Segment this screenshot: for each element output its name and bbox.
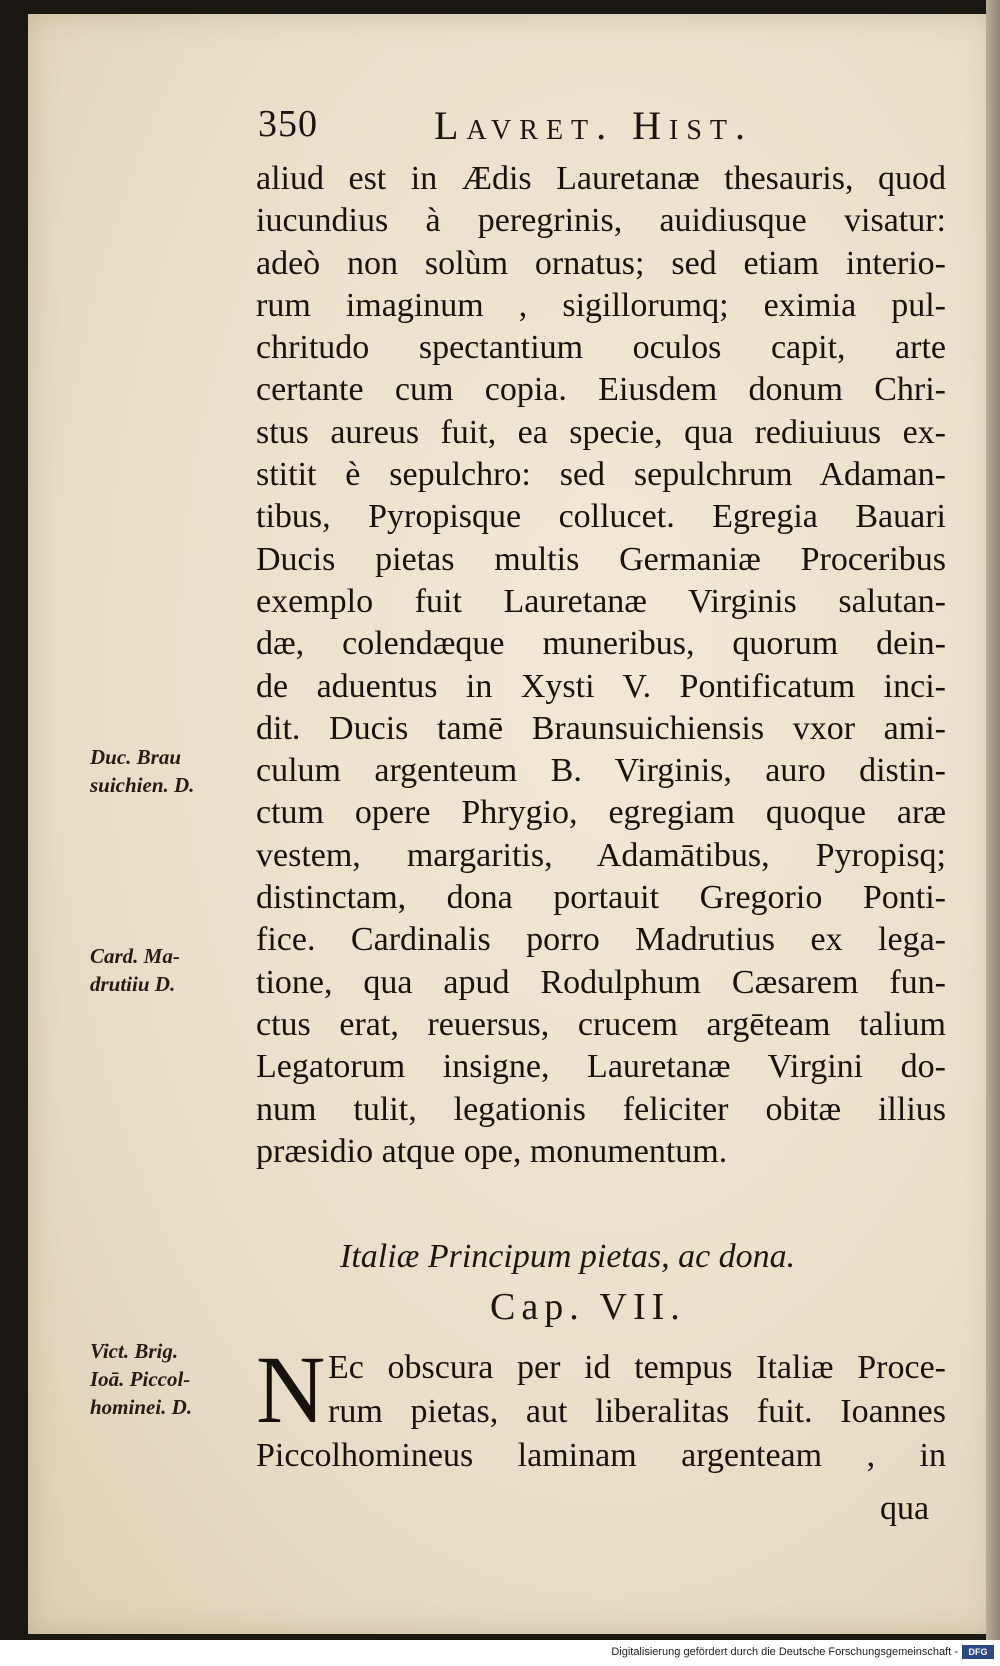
- body-text: [256, 158, 946, 1173]
- text-line: de aduentus in Xysti V. Pontificatum inci-: [256, 667, 946, 705]
- margin-note-madrutius: [90, 942, 250, 998]
- footer-bar: [0, 1640, 1000, 1666]
- catchword: qua: [880, 1490, 930, 1527]
- text-line: fice. Cardinalis porro Madrutius ex lega-: [256, 921, 946, 959]
- page-edge: [986, 0, 1000, 1640]
- margin-note-line: Duc. Brau: [90, 745, 182, 769]
- margin-note-line: Vict. Brig.: [90, 1339, 179, 1363]
- margin-note-line: Ioā. Piccol-: [90, 1367, 191, 1391]
- text-line: stus aureus fuit, ea specie, qua rediuiuus ex-: [256, 413, 946, 451]
- chapter-label: Cap. VII.: [490, 1286, 686, 1328]
- text-line: Legatorum insigne, Lauretanæ Virgini do-: [256, 1048, 946, 1086]
- text-line: Piccolhomineus laminam argenteam , in: [256, 1437, 946, 1474]
- drop-cap: N: [256, 1336, 326, 1443]
- margin-note-line: Card. Ma-: [90, 944, 180, 968]
- text-line: rum pietas, aut liberalitas fuit. Ioannes: [328, 1393, 946, 1430]
- text-line: aliud est in Ædis Lauretanæ thesauris, quod: [256, 160, 946, 197]
- text-line: dit. Ducis tamē Braunsuichiensis vxor ami-: [256, 709, 946, 747]
- text-line: stitit è sepulchro: sed sepulchrum Adaman-: [256, 456, 946, 494]
- text-line: chritudo spectantium oculos capit, arte: [256, 329, 946, 367]
- running-title: Lavret. Hist.: [434, 103, 754, 148]
- text-line: iucundius à peregrinis, auidiusque visatur:: [256, 202, 946, 240]
- margin-note-line: suichien. D.: [90, 773, 195, 797]
- text-line: certante cum copia. Eiusdem donum Chri-: [256, 371, 946, 409]
- text-line: num tulit, legationis feliciter obitæ illius: [256, 1090, 946, 1128]
- text-line: dæ, colendæque muneribus, quorum dein-: [256, 625, 946, 663]
- text-line: Ducis pietas multis Germaniæ Proceribus: [256, 540, 946, 578]
- page-header: [258, 102, 818, 152]
- text-line: exemplo fuit Lauretanæ Virginis salutan-: [256, 582, 946, 620]
- text-line: culum argenteum B. Virginis, auro distin-: [256, 752, 946, 790]
- text-line: Ec obscura per id tempus Italiæ Proce-: [328, 1349, 946, 1386]
- footer-credit: Digitalisierung gefördert durch die Deutsche Forschungsgemeinschaft -: [611, 1646, 958, 1658]
- chapter-text: [256, 1336, 946, 1478]
- text-line: præsidio atque ope, monumentum.: [256, 1132, 728, 1170]
- section-heading: Italiæ Principum pietas, ac dona.: [340, 1238, 796, 1275]
- margin-note-line: drutiiu D.: [90, 972, 176, 996]
- text-line: distinctam, dona portauit Gregorio Ponti-: [256, 879, 946, 917]
- text-line: ctum opere Phrygio, egregiam quoque aræ: [256, 794, 946, 832]
- text-line: vestem, margaritis, Adamātibus, Pyropisq;: [256, 836, 946, 874]
- dfg-logo: DFG: [962, 1645, 994, 1659]
- margin-note-piccolomini: [90, 1337, 250, 1421]
- text-line: adeò non solùm ornatus; sed etiam interio-: [256, 244, 946, 282]
- margin-note-braunschweig: [90, 743, 250, 799]
- margin-note-line: hominei. D.: [90, 1395, 193, 1419]
- text-line: tibus, Pyropisque collucet. Egregia Bauari: [256, 498, 946, 536]
- text-line: ctus erat, reuersus, crucem argēteam talium: [256, 1005, 946, 1043]
- page-number: 350: [258, 103, 318, 145]
- text-line: tione, qua apud Rodulphum Cæsarem fun-: [256, 963, 946, 1001]
- text-line: rum imaginum , sigillorumq; eximia pul-: [256, 286, 946, 324]
